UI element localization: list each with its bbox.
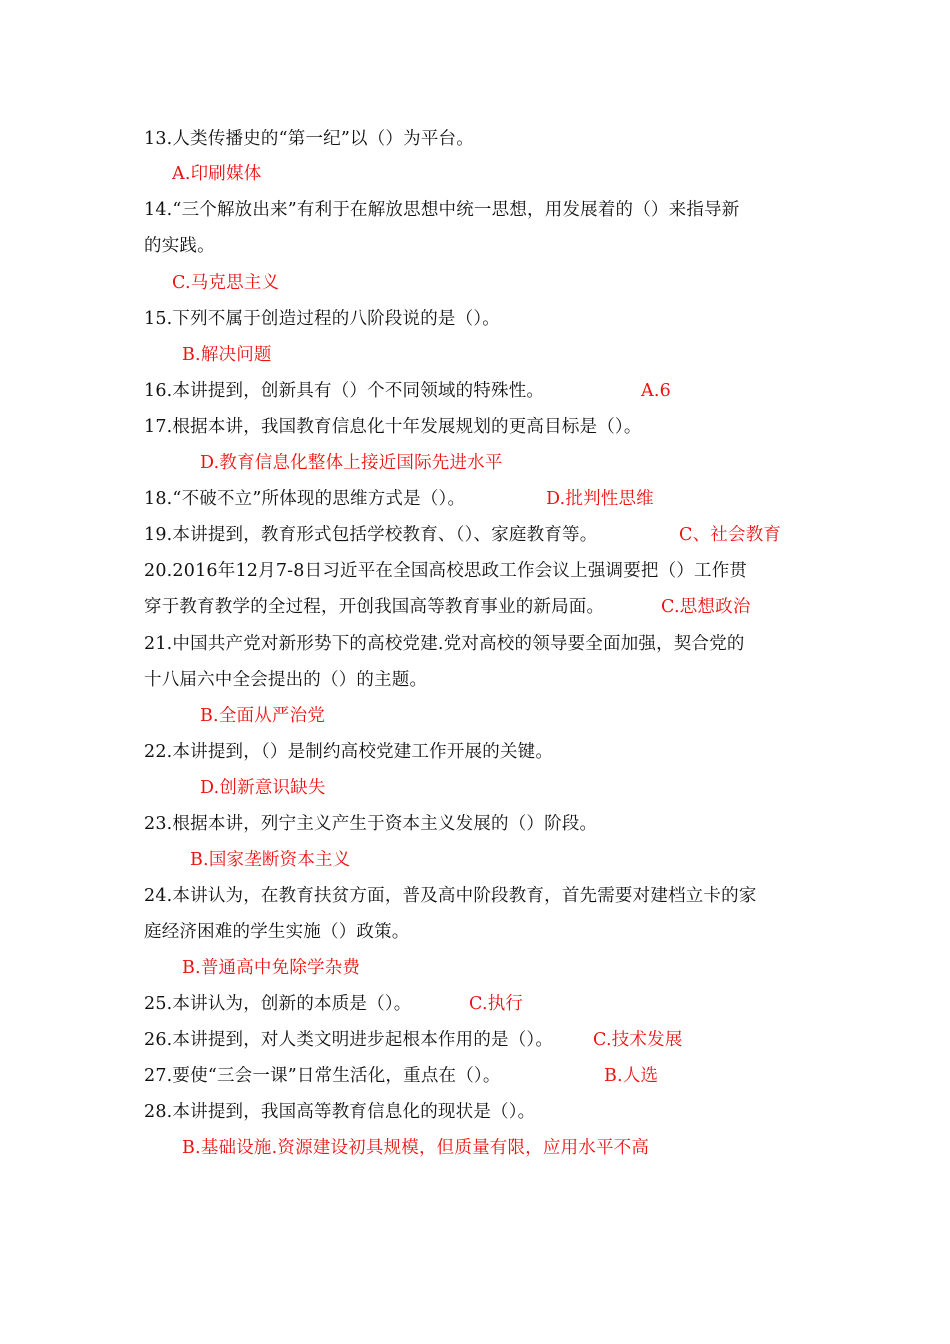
question-24-line-1: 24.本讲认为，在教育扶贫方面，普及高中阶段教育，首先需要对建档立卡的家 (144, 886, 757, 906)
answer-25: C.执行 (469, 994, 524, 1014)
question-19: 19.本讲提到，教育形式包括学校教育、（）、家庭教育等。 (144, 525, 598, 545)
question-23: 23.根据本讲，列宁主义产生于资本主义发展的（）阶段。 (144, 814, 598, 834)
answer-18: D.批判性思维 (546, 489, 654, 509)
answer-15: B.解决问题 (182, 345, 272, 365)
question-20-line-2: 穿于教育教学的全过程，开创我国高等教育事业的新局面。 (144, 597, 605, 617)
question-15: 15.下列不属于创造过程的八阶段说的是（）。 (144, 309, 500, 329)
question-24-line-2: 庭经济困难的学生实施（）政策。 (144, 922, 410, 942)
answer-28: B.基础设施.资源建设初具规模，但质量有限，应用水平不高 (182, 1138, 650, 1158)
question-18: 18.“不破不立”所体现的思维方式是（）。 (144, 489, 466, 509)
question-14-line-1: 14.“三个解放出来”有利于在解放思想中统一思想，用发展着的（）来指导新 (144, 200, 740, 220)
answer-16: A.6 (641, 381, 671, 401)
question-25: 25.本讲认为，创新的本质是（）。 (144, 994, 412, 1014)
answer-24: B.普通高中免除学杂费 (182, 958, 361, 978)
answer-17: D.教育信息化整体上接近国际先进水平 (200, 453, 503, 473)
question-27: 27.要使“三会一课”日常生活化，重点在（）。 (144, 1066, 501, 1086)
question-20-line-1: 20.2016年12月7-8日习近平在全国高校思政工作会议上强调要把（）工作贯 (144, 561, 748, 581)
question-16: 16.本讲提到，创新具有（）个不同领域的特殊性。 (144, 381, 545, 401)
answer-20: C.思想政治 (661, 597, 751, 617)
answer-13: A.印刷媒体 (172, 164, 262, 184)
answer-27: B.人选 (604, 1066, 659, 1086)
question-17: 17.根据本讲，我国教育信息化十年发展规划的更高目标是（）。 (144, 417, 642, 437)
answer-26: C.技术发展 (593, 1030, 683, 1050)
question-28: 28.本讲提到，我国高等教育信息化的现状是（）。 (144, 1102, 536, 1122)
answer-22: D.创新意识缺失 (200, 778, 326, 798)
answer-21: B.全面从严治党 (200, 706, 326, 726)
question-21-line-1: 21.中国共产党对新形势下的高校党建.党对高校的领导要全面加强，契合党的 (144, 634, 745, 654)
question-13: 13.人类传播史的“第一纪”以（）为平台。 (144, 129, 474, 149)
answer-23: B.国家垄断资本主义 (190, 850, 351, 870)
answer-14: C.马克思主义 (172, 273, 280, 293)
question-22: 22.本讲提到，（）是制约高校党建工作开展的关键。 (144, 742, 554, 762)
question-26: 26.本讲提到，对人类文明进步起根本作用的是（）。 (144, 1030, 554, 1050)
answer-19: C、社会教育 (679, 525, 782, 545)
question-14-line-2: 的实践。 (144, 236, 215, 256)
question-21-line-2: 十八届六中全会提出的（）的主题。 (144, 670, 428, 690)
